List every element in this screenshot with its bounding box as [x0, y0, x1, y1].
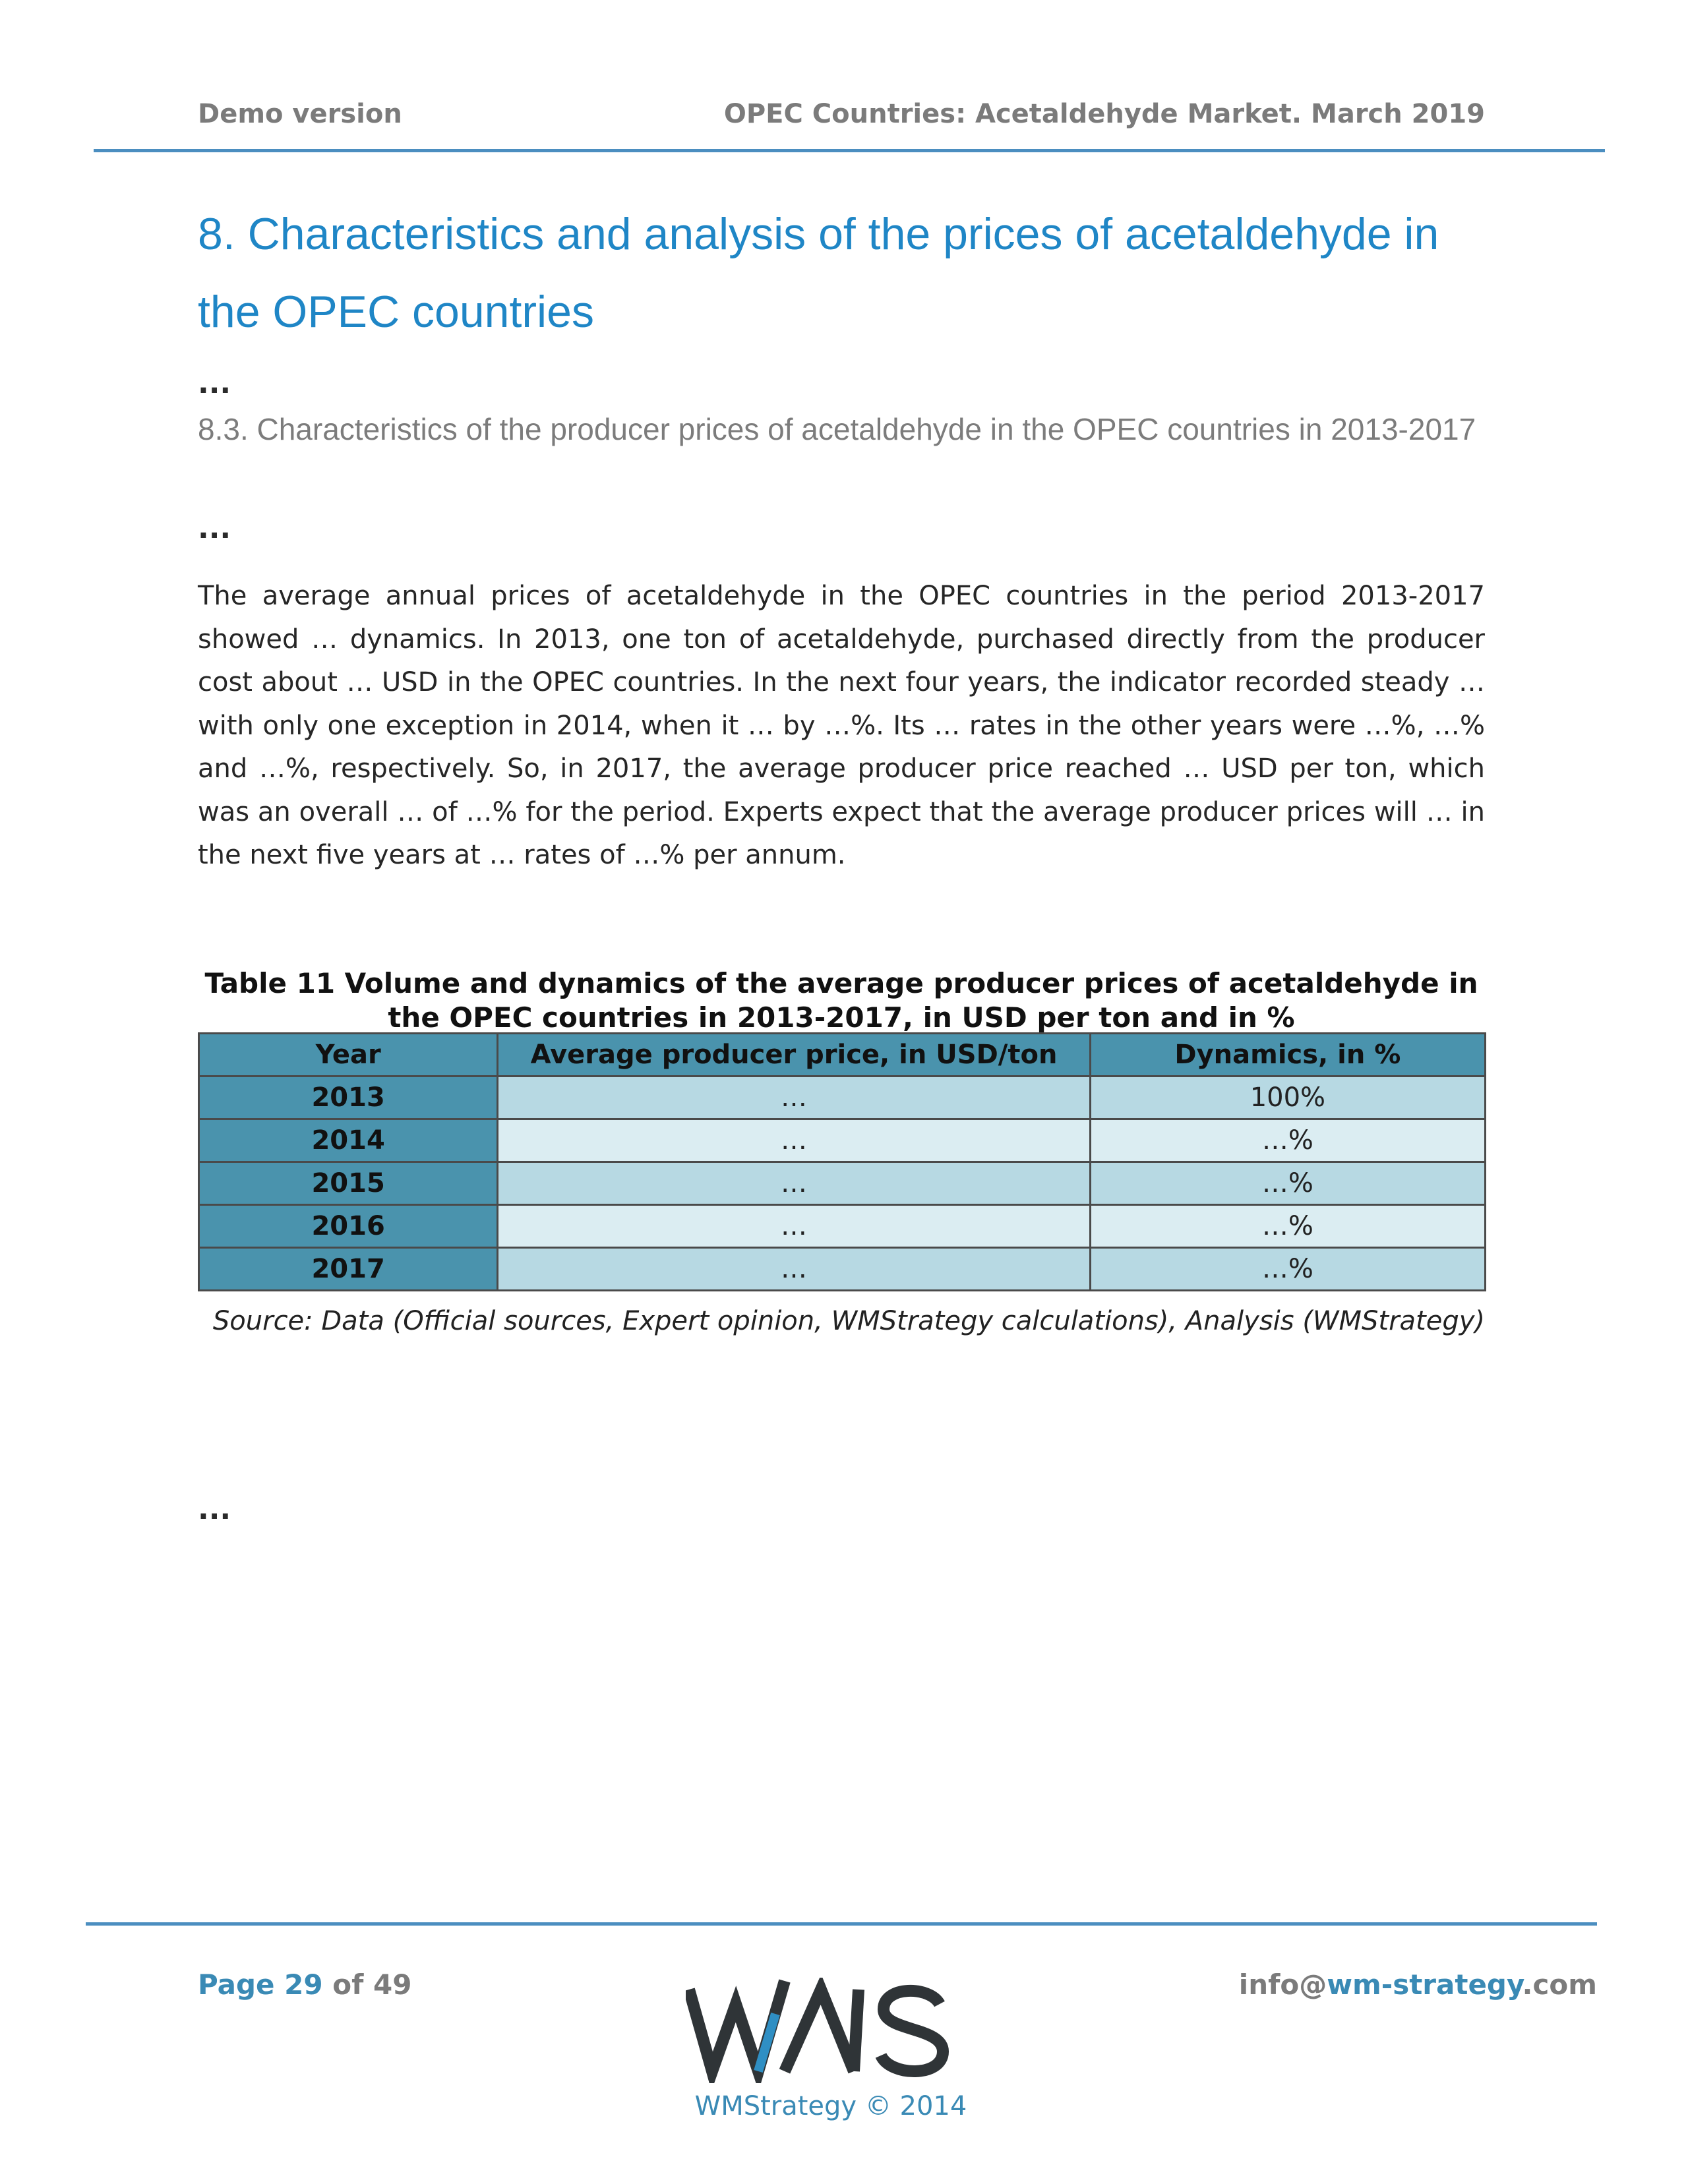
- ellipsis-marker: ...: [198, 367, 231, 400]
- cell-year: 2013: [199, 1077, 498, 1119]
- price-table: [198, 1032, 1486, 1291]
- cell-dynamics: 100%: [1090, 1077, 1485, 1119]
- cell-price: …: [498, 1248, 1091, 1291]
- page-word: Page: [198, 1968, 275, 2001]
- table-caption: Table 11 Volume and dynamics of the average producer prices of acetaldehyde in the OPEC countries in 2013-2017, in USD per ton and in %: [204, 967, 1478, 1034]
- header-report-title: OPEC Countries: Acetaldehyde Market. March 2019: [723, 99, 1485, 129]
- table-row: [199, 1205, 1486, 1248]
- cell-year: 2015: [199, 1162, 498, 1205]
- subsection-title: 8.3. Characteristics of the producer prices of acetaldehyde in the OPEC countries in 2013-2017: [198, 412, 1476, 446]
- cell-year: 2017: [199, 1248, 498, 1291]
- cell-year: 2014: [199, 1119, 498, 1162]
- chapter-title: 8. Characteristics and analysis of the prices of acetaldehyde in the OPEC countries: [198, 209, 1439, 337]
- column-header-dynamics: Dynamics, in %: [1090, 1034, 1485, 1077]
- email-suffix: .com: [1522, 1968, 1597, 2001]
- copyright-text: WMStrategy © 2014: [694, 2091, 967, 2121]
- column-header-year: Year: [199, 1034, 498, 1077]
- cell-price: …: [498, 1205, 1091, 1248]
- email-domain: wm-strategy: [1327, 1968, 1522, 2001]
- contact-email[interactable]: [1239, 1968, 1597, 2001]
- cell-dynamics: …%: [1090, 1205, 1485, 1248]
- page-number: [198, 1968, 411, 2001]
- column-header-price: Average producer price, in USD/ton: [498, 1034, 1091, 1077]
- header-demo-label: Demo version: [198, 99, 402, 129]
- ellipsis-marker: ...: [198, 512, 231, 545]
- cell-year: 2016: [199, 1205, 498, 1248]
- table-row: [199, 1162, 1486, 1205]
- page-of: of: [332, 1968, 364, 2001]
- page-total: 49: [373, 1968, 412, 2001]
- table-row: [199, 1248, 1486, 1291]
- table-source-note: Source: Data (Official sources, Expert opinion, WMStrategy calculations), Analysis (WMStrategy): [212, 1306, 1485, 1336]
- cell-dynamics: …%: [1090, 1119, 1485, 1162]
- footer-divider: [86, 1922, 1597, 1926]
- page-current: 29: [284, 1968, 323, 2001]
- cell-price: …: [498, 1077, 1091, 1119]
- cell-dynamics: …%: [1090, 1162, 1485, 1205]
- body-paragraph: The average annual prices of acetaldehyde in the OPEC countries in the period 2013-2017 showed … dynamics. In 2013, one ton of acetaldehyde, purchased directly from the producer cost about … USD in the OPEC countries. In the next four years, the indicator recorded steady … with only one exception in 2014, when it … by …%. Its … rates in the other years were …%, …% and …%, respectively. So, in 2017, the average producer price reached … USD per ton, which was an overall … of …% for the period. Experts expect that the average producer prices will … in the next five years at … rates of …% per annum.: [198, 581, 1485, 870]
- wms-logo-icon: [686, 1978, 963, 2083]
- table-row: [199, 1077, 1486, 1119]
- cell-price: …: [498, 1162, 1091, 1205]
- header-divider: [94, 149, 1605, 152]
- table-header-row: [199, 1034, 1486, 1077]
- cell-dynamics: …%: [1090, 1248, 1485, 1291]
- email-prefix: info@: [1238, 1968, 1327, 2001]
- ellipsis-marker: ...: [198, 1492, 231, 1526]
- cell-price: …: [498, 1119, 1091, 1162]
- table-row: [199, 1119, 1486, 1162]
